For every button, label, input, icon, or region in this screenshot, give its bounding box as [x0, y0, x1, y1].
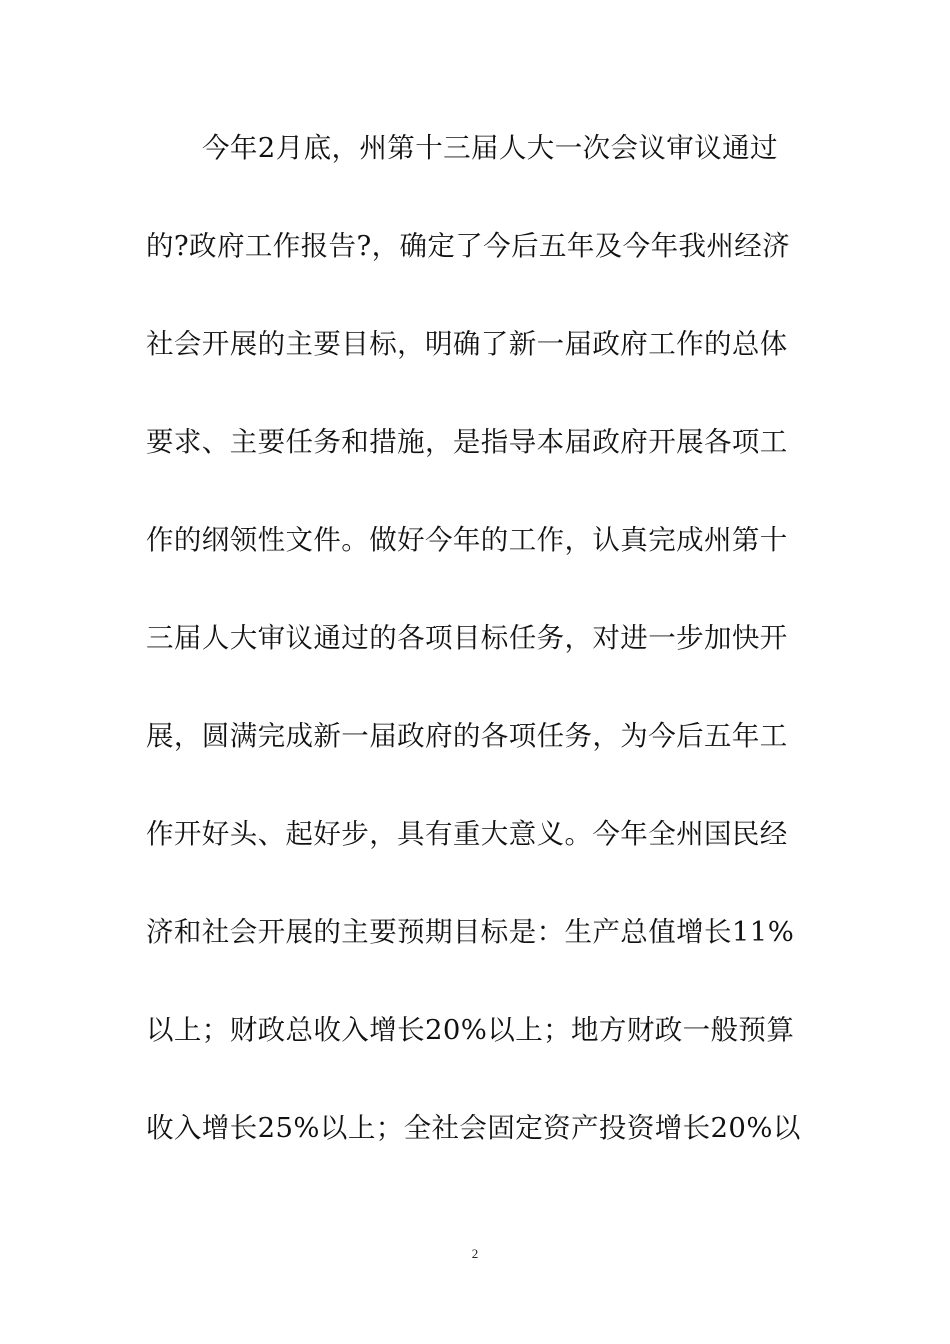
text-line-5: 作的纲领性文件。做好今年的工作，认真完成州第十: [146, 524, 788, 556]
text-line-10: 以上；财政总收入增长20%以上；地方财政一般预算: [146, 1014, 795, 1046]
text-line-1: 今年2月底，州第十三届人大一次会议审议通过: [202, 132, 778, 164]
text-line-11: 收入增长25%以上；全社会固定资产投资增长20%以: [146, 1112, 801, 1144]
page-number: 2: [471, 1246, 479, 1261]
text-line-9: 济和社会开展的主要预期目标是：生产总值增长11%: [146, 916, 795, 948]
text-line-7: 展，圆满完成新一届政府的各项任务，为今后五年工: [146, 720, 788, 752]
text-line-2: 的?政府工作报告?，确定了今后五年及今年我州经济: [146, 230, 791, 262]
text-line-3: 社会开展的主要目标，明确了新一届政府工作的总体: [146, 328, 788, 360]
text-line-4: 要求、主要任务和措施，是指导本届政府开展各项工: [146, 426, 788, 458]
text-line-8: 作开好头、起好步，具有重大意义。今年全州国民经: [146, 818, 788, 850]
text-line-6: 三届人大审议通过的各项目标任务，对进一步加快开: [146, 622, 788, 654]
